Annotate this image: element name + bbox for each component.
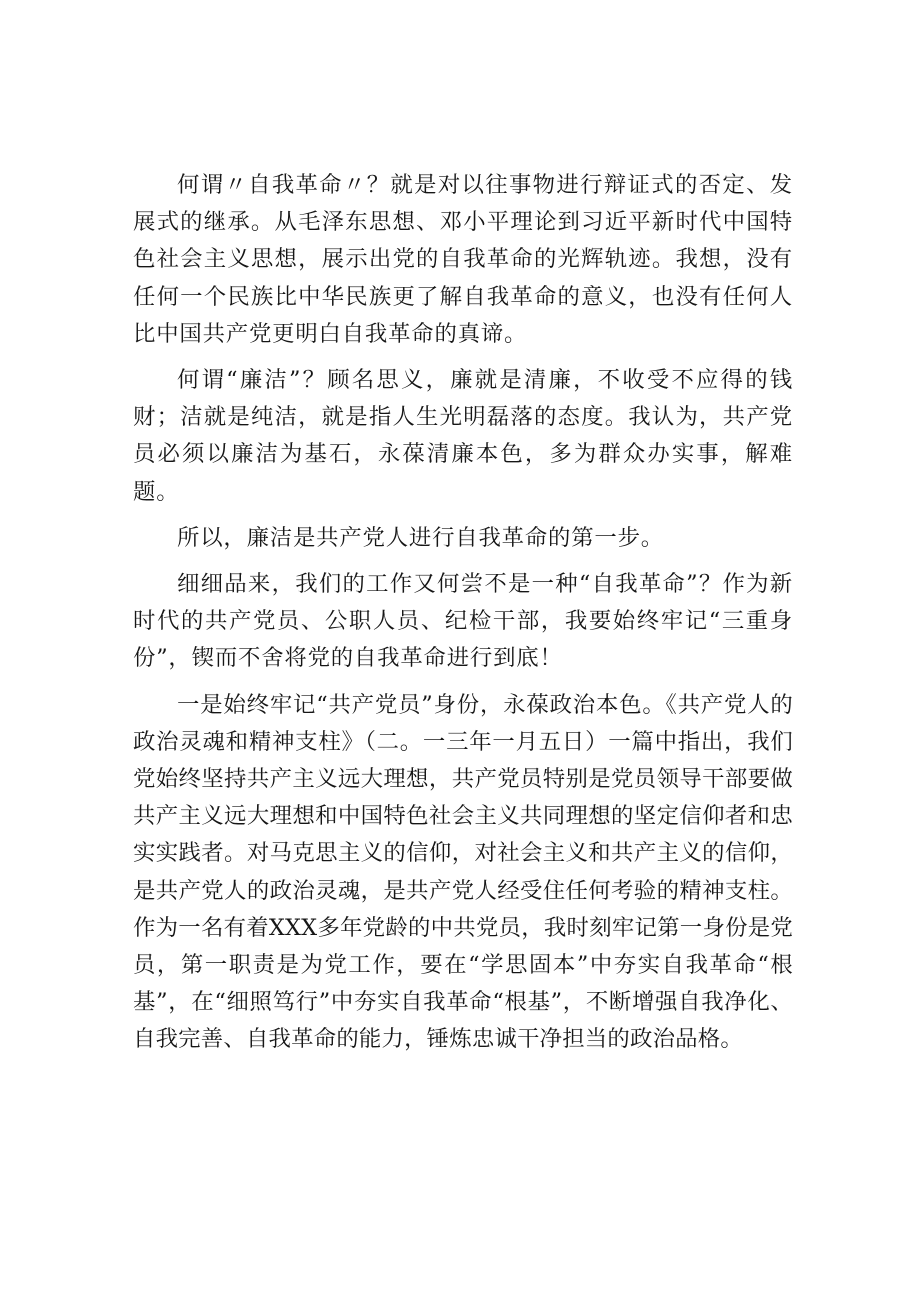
paragraph-self-revolution-definition: 何谓〃自我革命〃？就是对以往事物进行辩证式的否定、发展式的继承。从毛泽东思想、邓小平理论到习近平新时代中国特色社会主义思想，展示出党的自我革命的光辉轨迹。我想，没有任何一个民族比中华民族更了解自我革命的意义，也没有任何人比中国共产党更明白自我革命的真谛。 [133, 172, 793, 347]
paragraph-party-member-identity: 一是始终牢记“共产党员”身份，永葆政治本色。《共产党人的政治灵魂和精神支柱》（二。一三年一月五日）一篇中指出，我们党始终坚持共产主义远大理想，共产党员特别是党员领导干部要做共产主义远大理想和中国特色社会主义共同理想的坚定信仰者和忠实实践者。对马克思主义的信仰，对社会主义和共产主义的信仰，是共产党人的政治灵魂，是共产党人经受住任何考验的精神支柱。作为一名有着XXX多年党龄的中共党员，我时刻牢记第一身份是党员，第一职责是为党工作，要在“学思固本”中夯实自我革命“根基”，在“细照笃行”中夯实自我革命“根基”，不断增强自我净化、自我完善、自我革命的能力，锤炼忠诚干净担当的政治品格。 [133, 691, 793, 1053]
paragraph-three-identities: 细细品来，我们的工作又何尝不是一种“自我革命”？作为新时代的共产党员、公职人员、纪检干部，我要始终牢记“三重身份”，锲而不舍将党的自我革命进行到底！ [133, 571, 793, 672]
document-body [133, 167, 793, 1068]
paragraph-first-step: 所以，廉洁是共产党人进行自我革命的第一步。 [177, 524, 665, 551]
paragraph-integrity-definition: 何谓“廉洁”？顾名思义，廉就是清廉，不收受不应得的钱财；洁就是纯洁，就是指人生光明磊落的态度。我认为，共产党员必须以廉洁为基石，永葆清廉本色，多为群众办实事，解难题。 [133, 367, 793, 505]
